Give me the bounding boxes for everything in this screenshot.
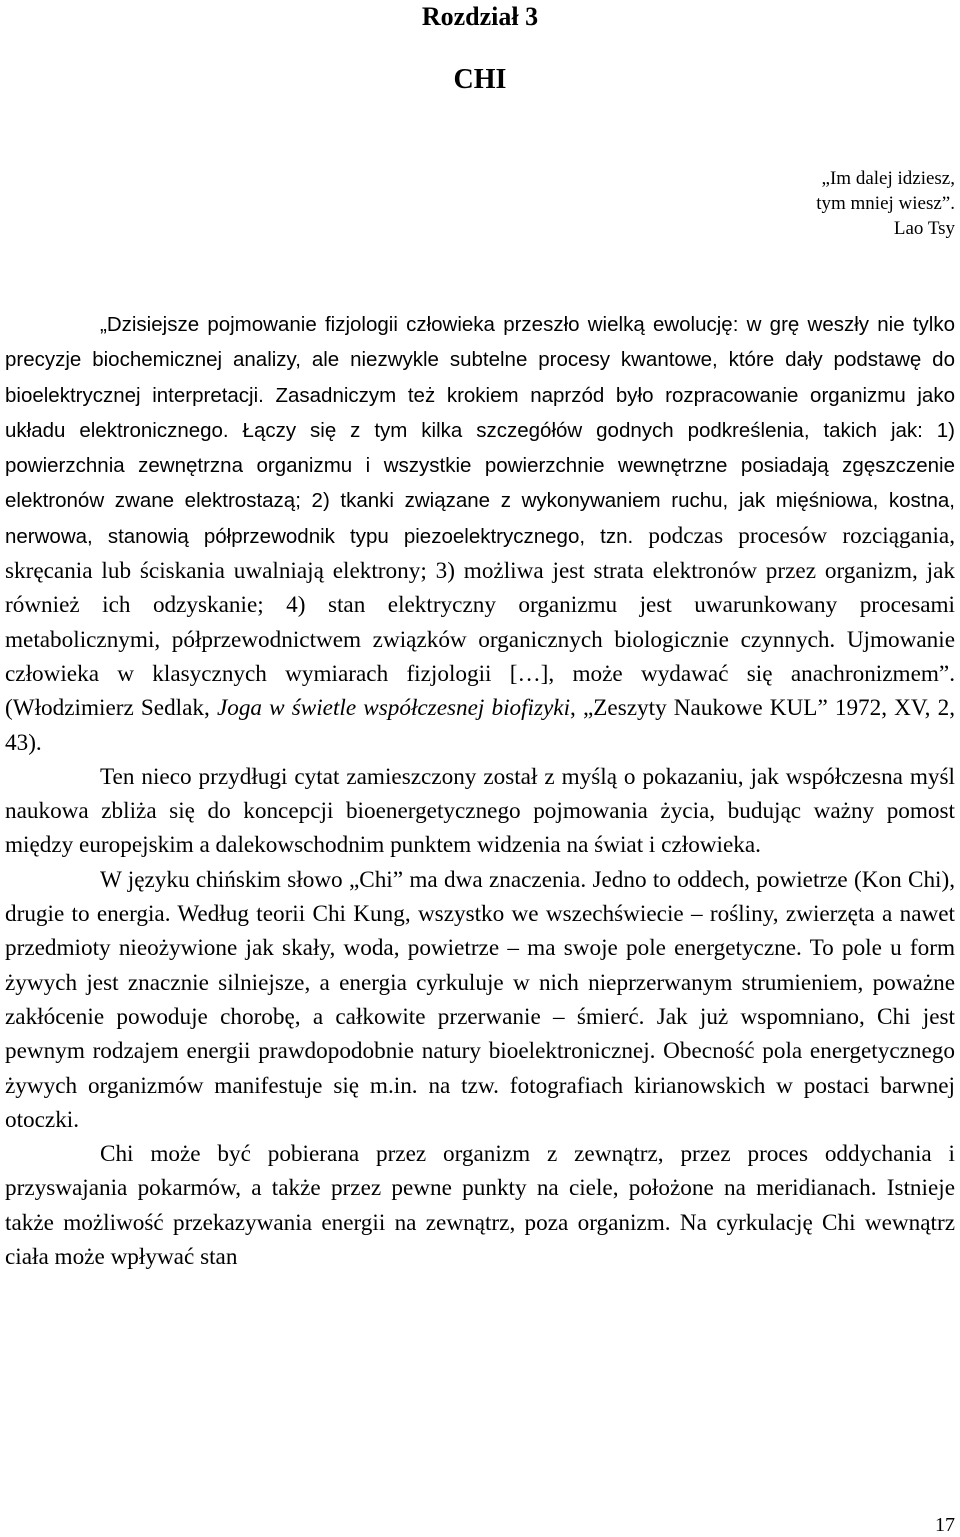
quote-sans-part: „Dzisiejsze pojmowanie fizjologii człowieka przeszło wielką ewolucję: w grę weszły nie tylko precyzje biochemicznej analizy, ale niezwykle subtelne procesy kwantowe, które dały podstawę do bioelektrycznej interpretacji. Zasadniczym też krokiem naprzód było rozpracowanie organizmu jako układu elektronicznego. Łączy się z tym kilka szczegółów godnych podkreślenia, takich jak: 1) powierzchnia zewnętrzna organizmu i wszystkie powierzchnie wewnętrzne posiadają zgęszczenie elektronów zwane elektrostazą; 2) tkanki związane z wykonywaniem ruchu, jak mięśniowa, kostna, nerwowa, stanowią półprzewodnik typu piezoelektrycznego, tzn. <box>5 313 955 548</box>
quote-paragraph <box>5 307 955 760</box>
epigraph-author: Lao Tsy <box>893 218 955 239</box>
chapter-title: CHI <box>453 64 507 95</box>
quote-serif-part: podczas procesów rozciągania, skręcania lub ściskania uwalniają elektrony; 3) możliwa jest strata elektronów przez organizm, jak również ich odzyskanie; 4) stan elektryczny organizmu jest uwarunkowany procesami metabolicznymi, półprzewodnictwem związków organicznych biologicznie czynnych. Ujmowanie człowieka w klasycznych wymiarach fizjologii […], może wydawać się anachronizmem”. (Włodzimierz Sedlak, <box>5 522 955 722</box>
page-number: 17 <box>935 1514 955 1536</box>
paragraph-1: Ten nieco przydługi cytat zamieszczony został z myślą o pokazaniu, jak współczesna myśl naukowa zbliża się do koncepcji bioenergetycznego pojmowania życia, budując ważny pomost między europejskim a dalekowschodnim punktem widzenia na świat i człowieka. <box>5 763 955 859</box>
chapter-heading: Rozdział 3 <box>421 2 539 31</box>
epigraph-line-1: „Im dalej idziesz, <box>821 168 955 189</box>
epigraph-line-2: tym mniej wiesz”. <box>816 193 955 214</box>
cited-book-title: Joga w świetle współczesnej biofizyki <box>216 695 571 722</box>
paragraph-3: Chi może być pobierana przez organizm z zewnątrz, przez proces oddychania i przyswajania pokarmów, a także przez pewne punkty na ciele, położone na meridianach. Istnieje także możliwość przekazywania energii na zewnątrz, poza organizm. Na cyrkulację Chi wewnątrz ciała może wpływać stan <box>5 1141 955 1271</box>
main-text <box>5 307 955 1274</box>
quote-source-tail: , „Zeszyty Naukowe KUL” 1972, XV, 2, 43). <box>5 695 955 756</box>
epigraph <box>816 166 955 241</box>
paragraph-2: W języku chińskim słowo „Chi” ma dwa znaczenia. Jedno to oddech, powietrze (Kon Chi), drugie to energia. Według teorii Chi Kung, wszystko we wszechświecie – rośliny, zwierzęta a nawet przedmioty nieożywione jak skały, woda, powietrze – ma swoje pole energetyczne. To pole u form żywych jest znacznie silniejsze, a energia cyrkuluje w nich nieprzerwanym strumieniem, poważne zakłócenie powoduje chorobę, a całkowite przerwanie – śmierć. Jak już wspomniano, Chi jest pewnym rodzajem energii prawdopodobnie natury bioelektronicznej. Obecność pola energetycznego żywych organizmów manifestuje się m.in. na tzw. fotografiach kirianowskich w postaci barwnej otoczki. <box>5 866 955 1133</box>
